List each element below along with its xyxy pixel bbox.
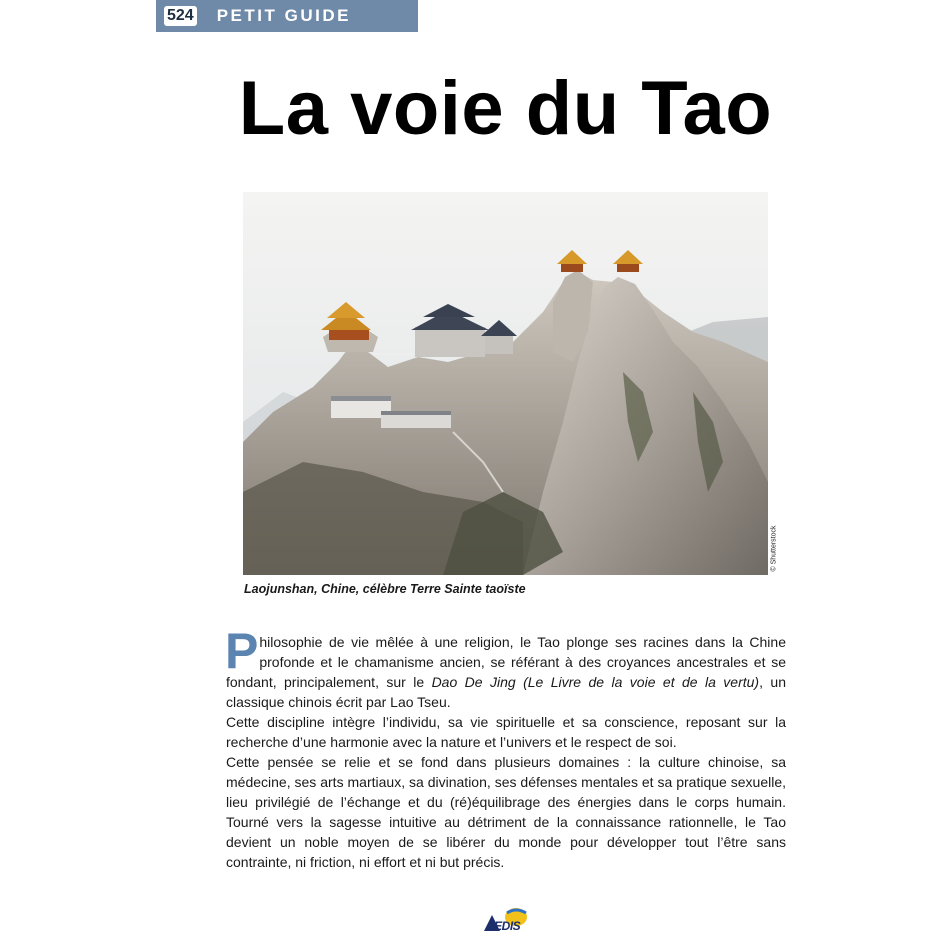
photo-credit	[768, 522, 780, 574]
dropcap: P	[225, 623, 259, 679]
paragraph-1	[225, 623, 786, 712]
series-banner	[156, 0, 418, 32]
paragraph-3: Cette pensée se relie et se fond dans plusieurs domaines : la culture chinoise, sa médecine, ses arts martiaux, sa divination, ses défenses mentales et sa pratique sexuelle, lieu privilégié de l’échange et du (ré)équilibrage des énergies dans le corps humain. Tourné vers la sagesse intuitive au détriment de la connaissance rationnelle, le Tao devient un noble moyen de se libérer du monde pour développer tout l’être sans contrainte, ni friction, ni effort et ni but précis.	[226, 754, 786, 870]
publisher-name: AEDIS	[486, 919, 521, 933]
book-reference: Dao De Jing (Le Livre de la voie et de la vertu)	[431, 674, 760, 690]
cover-photo	[243, 192, 768, 575]
body-text	[225, 623, 786, 872]
book-title: La voie du Tao	[238, 66, 773, 151]
series-number: 524	[164, 6, 197, 26]
publisher-logo	[480, 905, 536, 937]
photo-caption: Laojunshan, Chine, célèbre Terre Sainte taoïste	[244, 582, 526, 596]
series-name: PETIT GUIDE	[216, 6, 351, 25]
paragraph-1-part-a: hilosophie de vie mêlée à une religion, le Tao plonge ses racines dans la Chine profonde et le chamanisme ancien, se référant à des croyances ancestrales et se fondant, principalement, sur le	[226, 634, 786, 690]
paragraph-1-part-b: , un classique chinois écrit par Lao Tseu.	[226, 674, 786, 710]
photo-credit-text: © Shutterstock	[770, 525, 778, 572]
mountain-temple-illustration	[243, 192, 768, 575]
paragraph-2: Cette discipline intègre l’individu, sa vie spirituelle et sa conscience, reposant sur la recherche d’une harmonie avec la nature et l’univers et le respect de soi.	[226, 714, 786, 750]
